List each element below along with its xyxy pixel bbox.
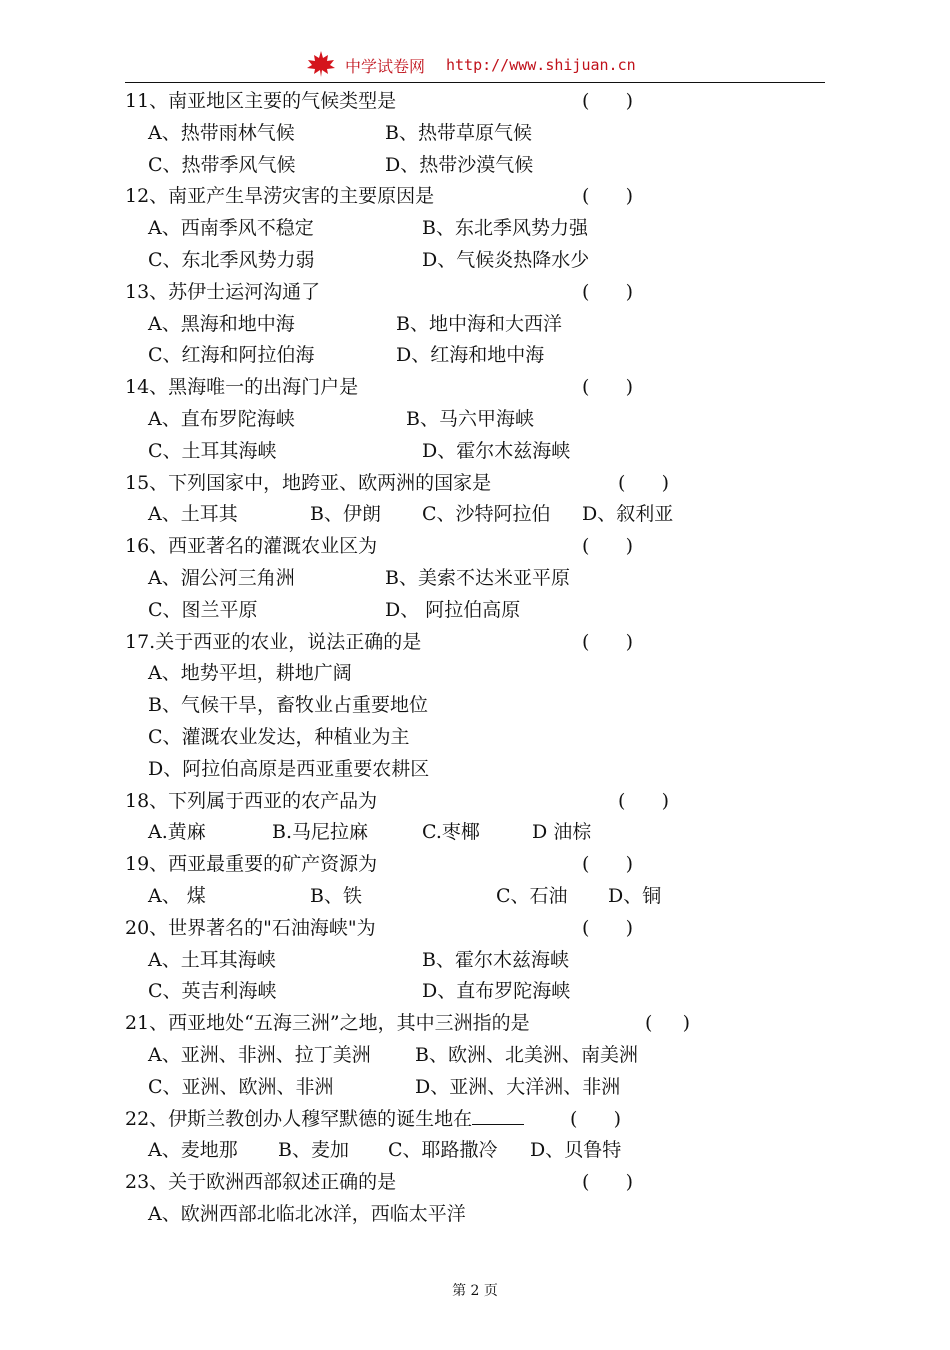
option-choice: D、贝鲁特: [530, 1139, 622, 1162]
question-stem: [125, 627, 825, 657]
answer-brackets: ( ): [582, 853, 634, 876]
option-choice: B、马六甲海峡: [406, 408, 534, 430]
question-stem: [125, 86, 825, 116]
option-choice: A、地势平坦，耕地广阔: [148, 662, 352, 685]
question-text: 17.关于西亚的农业，说法正确的是: [125, 630, 422, 653]
option-row: [0, 1199, 950, 1229]
question-text: 12、南亚产生旱涝灾害的主要原因是: [125, 185, 435, 208]
option-choice: A.黄麻: [148, 821, 206, 844]
option-row: [0, 1072, 950, 1102]
option-choice: A、热带雨林气候: [148, 121, 295, 144]
option-row: [0, 690, 950, 720]
question-stem: [125, 531, 825, 561]
option-row: [0, 817, 950, 847]
answer-brackets: ( ): [582, 535, 634, 558]
question-text: 15、下列国家中，地跨亚、欧两洲的国家是: [125, 471, 492, 494]
option-choice: D、阿拉伯高原是西亚重要农耕区: [148, 757, 430, 780]
header-rule: [125, 82, 825, 83]
page-number: 第 2 页: [452, 1283, 498, 1299]
option-choice: B、气候干旱，畜牧业占重要地位: [148, 694, 428, 717]
option-row: [0, 976, 950, 1006]
option-choice: B、热带草原气候: [385, 121, 532, 144]
question-text: 16、西亚著名的灌溉农业区为: [125, 535, 378, 558]
option-choice: A、直布罗陀海峡: [148, 408, 295, 430]
option-choice: C、亚洲、欧洲、非洲: [148, 1075, 334, 1098]
maple-leaf-logo: [305, 50, 337, 78]
option-choice: A、西南季风不稳定: [148, 217, 314, 240]
question-text: 11、南亚地区主要的气候类型是: [125, 90, 397, 112]
option-row: [0, 150, 950, 180]
question-text: 23、关于欧洲西部叙述正确的是: [125, 1171, 397, 1194]
option-choice: D、叙利亚: [582, 503, 674, 526]
option-choice: B、美索不达米亚平原: [385, 567, 570, 589]
option-row: [0, 595, 950, 625]
option-choice: D、铜: [608, 885, 662, 907]
option-choice: A、湄公河三角洲: [148, 567, 295, 589]
option-row: [0, 213, 950, 243]
option-choice: B、霍尔木兹海峡: [422, 948, 569, 971]
option-choice: D、直布罗陀海峡: [422, 980, 571, 1003]
option-choice: A、欧洲西部北临北冰洋，西临太平洋: [148, 1203, 466, 1225]
option-choice: C、东北季风势力弱: [148, 249, 315, 271]
option-choice: D、亚洲、大洋洲、非洲: [415, 1075, 621, 1098]
option-choice: D、气候炎热降水少: [422, 249, 590, 271]
option-row: [0, 1040, 950, 1070]
option-row: [0, 563, 950, 593]
answer-brackets: ( ): [645, 1012, 691, 1035]
option-row: [0, 881, 950, 911]
option-choice: D、红海和地中海: [396, 344, 545, 367]
answer-brackets: ( ): [582, 185, 634, 208]
answer-brackets: ( ): [582, 280, 634, 303]
option-choice: C、耶路撒冷: [388, 1139, 498, 1162]
option-choice: A、土耳其海峡: [148, 948, 276, 971]
option-choice: A、麦地那: [148, 1139, 238, 1162]
option-row: [0, 245, 950, 275]
option-row: [0, 658, 950, 688]
option-row: [0, 754, 950, 784]
question-stem: [125, 277, 825, 307]
option-choice: B、麦加: [278, 1139, 349, 1162]
option-row: [0, 945, 950, 975]
option-choice: C、灌溉农业发达，种植业为主: [148, 726, 410, 748]
answer-brackets: ( ): [570, 1107, 622, 1130]
answer-blank: [472, 1104, 524, 1125]
question-text: 21、西亚地处“五海三洲”之地，其中三洲指的是: [125, 1012, 530, 1035]
answer-brackets: ( ): [582, 630, 634, 653]
option-choice: C、红海和阿拉伯海: [148, 344, 315, 367]
question-stem: [125, 849, 825, 879]
option-choice: A、土耳其: [148, 503, 238, 526]
option-choice: D 油棕: [532, 821, 592, 844]
option-row: [0, 1135, 950, 1165]
option-choice: D、霍尔木兹海峡: [422, 439, 571, 462]
question-text: 19、西亚最重要的矿产资源为: [125, 853, 378, 876]
question-text: 14、黑海唯一的出海门户是: [125, 376, 359, 399]
option-choice: B.马尼拉麻: [272, 821, 369, 844]
site-url[interactable]: http://www.shijuan.cn: [446, 56, 636, 74]
option-choice: A、亚洲、非洲、拉丁美洲: [148, 1044, 371, 1066]
option-choice: C、英吉利海峡: [148, 980, 277, 1003]
answer-brackets: ( ): [582, 376, 634, 399]
option-choice: C、热带季风气候: [148, 153, 296, 176]
option-choice: C、土耳其海峡: [148, 439, 277, 462]
question-stem: [125, 1104, 825, 1134]
option-row: [0, 722, 950, 752]
answer-brackets: ( ): [582, 916, 634, 939]
option-choice: C、石油: [496, 885, 568, 907]
option-choice: B、伊朗: [310, 503, 381, 526]
option-choice: A、 煤: [148, 885, 206, 907]
option-choice: C、沙特阿拉伯: [422, 503, 551, 526]
question-stem: [125, 1008, 825, 1038]
option-choice: C.枣椰: [422, 821, 480, 844]
site-name: 中学试卷网: [345, 57, 426, 76]
question-stem: [125, 913, 825, 943]
question-text: 13、苏伊士运河沟通了: [125, 280, 321, 303]
option-choice: B、地中海和大西洋: [396, 312, 562, 335]
question-stem: [125, 1167, 825, 1197]
option-row: [0, 436, 950, 466]
option-row: [0, 499, 950, 529]
answer-brackets: ( ): [582, 90, 634, 112]
option-choice: A、黑海和地中海: [148, 312, 295, 335]
option-choice: B、铁: [310, 885, 362, 907]
question-stem: [125, 468, 825, 498]
option-row: [0, 340, 950, 370]
page-header: [0, 48, 950, 82]
question-text: 20、世界著名的"石油海峡"为: [125, 916, 376, 939]
option-choice: B、东北季风势力强: [422, 217, 588, 240]
option-choice: B、欧洲、北美洲、南美洲: [415, 1044, 638, 1066]
question-stem: [125, 372, 825, 402]
option-choice: D、热带沙漠气候: [385, 153, 534, 176]
answer-brackets: ( ): [618, 789, 670, 812]
answer-brackets: ( ): [582, 1171, 634, 1194]
answer-brackets: ( ): [618, 471, 670, 494]
option-row: [0, 118, 950, 148]
question-text: 18、下列属于西亚的农产品为: [125, 789, 378, 812]
option-choice: D、 阿拉伯高原: [385, 598, 521, 621]
option-row: [0, 404, 950, 434]
option-row: [0, 309, 950, 339]
question-stem: [125, 181, 825, 211]
question-text: 22、伊斯兰教创办人穆罕默德的诞生地在: [125, 1107, 473, 1130]
option-choice: C、图兰平原: [148, 598, 258, 621]
question-stem: [125, 786, 825, 816]
